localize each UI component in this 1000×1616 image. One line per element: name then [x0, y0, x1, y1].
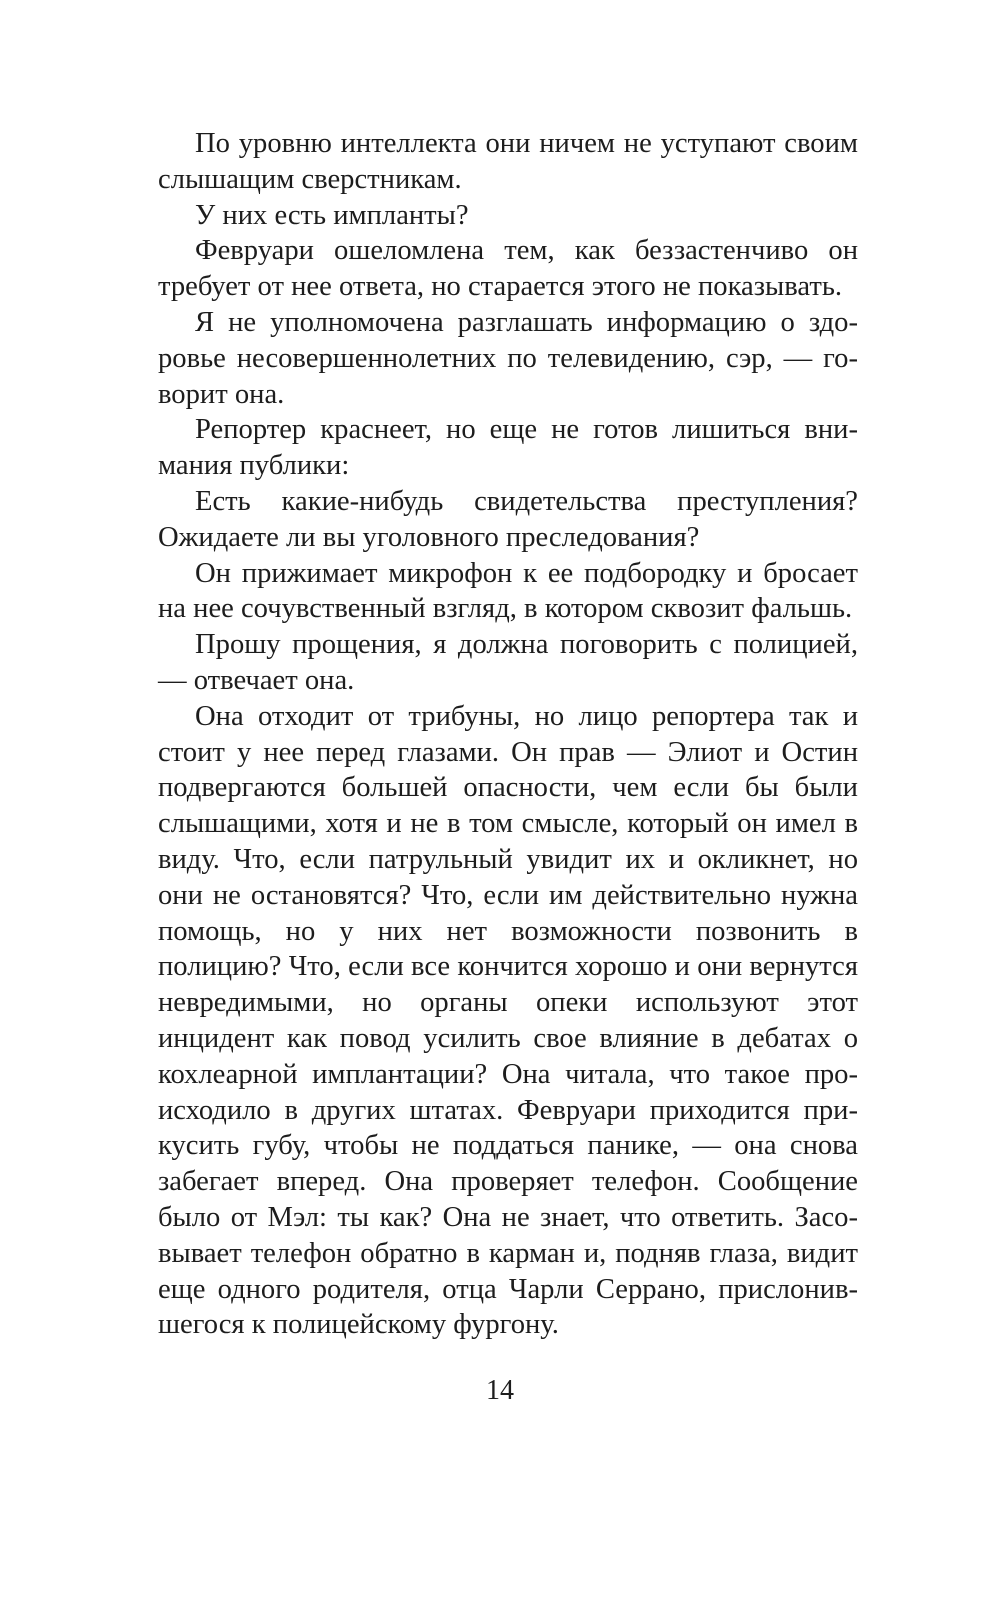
paragraph-7: Он прижимает микрофон к ее подбородку и бросает на нее сочувственный взгляд, в котором сквозит фальшь.: [158, 557, 858, 625]
page-body: [158, 126, 858, 1343]
paragraph-8: Прошу прощения, я должна поговорить с полицией, — отвечает она.: [158, 629, 858, 696]
page-number: 14: [486, 1375, 514, 1406]
paragraph-5: Репортер краснеет, но еще не готов лишиться внимания публики:: [158, 414, 858, 482]
paragraph-6: Есть какие-нибудь свидетельства преступления? Ожидаете ли вы уголовного преследования?: [158, 485, 858, 553]
paragraph-9: Она отходит от трибуны, но лицо репортера так и стоит у нее перед глазами. Он прав — Элиот и Остин подвергаются большей опасности, чем если бы были слышащими, хотя и не в том смысле, который он имел в виду. Что, если патрульный увидит их и окликнет, но они не остановятся? Что, если им действительно нужна помощь, но у них нет возможности позвонить в полицию? Что, если все кончится хорошо и они вернутся невредимыми, но органы опеки используют этот инцидент как повод усилить свое влияние в дебатах о кохлеарной имплантации? Она читала, что такое происходило в других штатах. Февруари приходится прикусить губу, чтобы не поддаться панике, — она снова забегает вперед. Она проверяет телефон. Сообщение было от Мэл: ты как? Она не знает, что ответить. Засовывает телефон обратно в карман и, подняв глаза, видит еще одного родителя, отца Чарли Серрано, прислонившегося к полицейскому фургону.: [158, 700, 858, 1341]
paragraph-3: Февруари ошеломлена тем, как беззастенчиво он требует от нее ответа, но старается этого не показывать.: [158, 235, 858, 303]
paragraph-1: По уровню интеллекта они ничем не уступают своим слышащим сверстникам.: [158, 128, 858, 195]
paragraph-2: У них есть импланты?: [195, 199, 469, 231]
paragraph-4: Я не уполномочена разглашать информацию о здоровье несовершеннолетних по телевидению, сэр, — говорит она.: [158, 306, 858, 410]
